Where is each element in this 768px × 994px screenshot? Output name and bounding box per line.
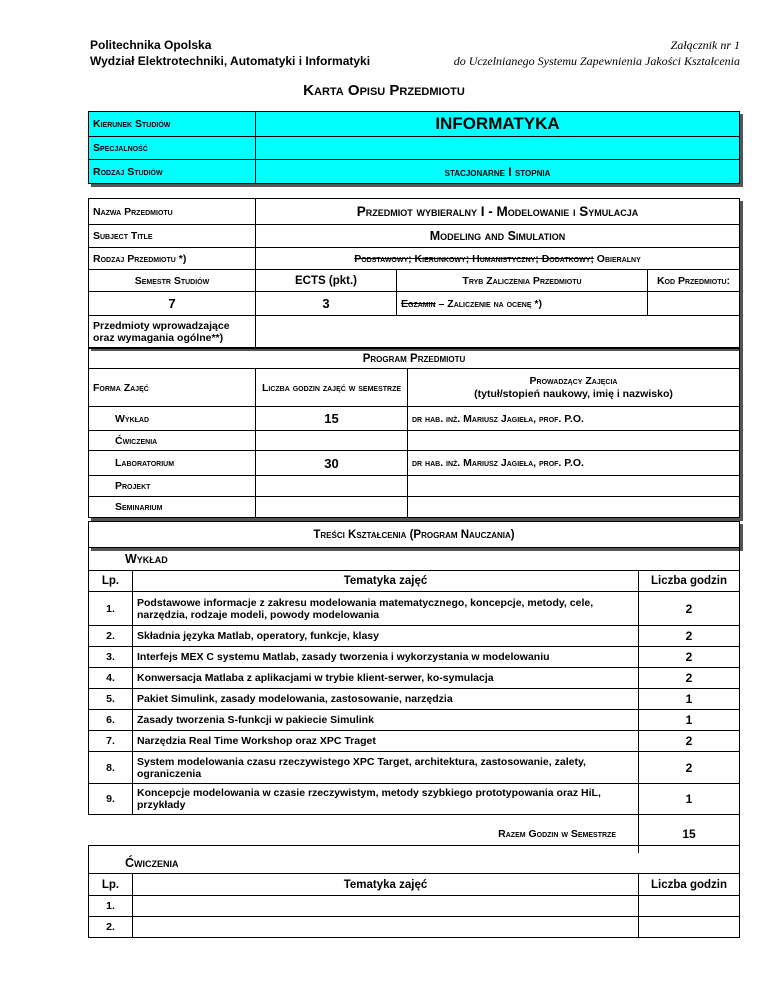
prowadzacy-title: Prowadzący Zajęcia (529, 374, 618, 387)
row-hours: 1 (639, 784, 740, 815)
form-hours: 15 (256, 407, 408, 431)
col-topic: Tematyka zajęć (133, 874, 639, 896)
row-lp: 6. (89, 710, 133, 731)
row-hours: 2 (639, 647, 740, 668)
row-lp: 7. (89, 731, 133, 752)
row-topic: Narzędzia Real Time Workshop oraz XPC Traget (133, 731, 639, 752)
row-lp: 1. (89, 896, 133, 917)
prereq-label: Przedmioty wprowadzające oraz wymagania ogólne**) (89, 316, 256, 348)
exercises-heading-box (88, 845, 740, 874)
form-name: Projekt (89, 476, 256, 497)
rodzaj-przedmiotu-label: Rodzaj Przedmiotu *) (89, 248, 256, 270)
exercises-table (88, 873, 740, 938)
annex-description: do Uczelnianego Systemu Zapewnienia Jakości Kształcenia (453, 54, 740, 68)
program-row (89, 407, 740, 431)
kod-value (647, 292, 739, 316)
kierunek-label: Kierunek Studiów (89, 112, 256, 137)
form-teacher (408, 476, 740, 497)
row-hours: 1 (639, 710, 740, 731)
subject-title-label: Subject Title (89, 225, 256, 248)
row-lp: 3. (89, 647, 133, 668)
form-name: Seminarium (89, 497, 256, 518)
row-lp: 8. (89, 752, 133, 784)
tryb-struck: Egzamin (401, 297, 436, 310)
subject-table (88, 198, 740, 348)
row-lp: 4. (89, 668, 133, 689)
tryb-value (397, 292, 648, 316)
row-hours: 2 (639, 668, 740, 689)
row-hours (639, 896, 740, 917)
table-row (89, 668, 740, 689)
specjalnosc-value (256, 137, 740, 160)
row-lp: 2. (89, 626, 133, 647)
col-lp: Lp. (89, 571, 133, 592)
form-teacher (408, 431, 740, 451)
row-topic (133, 917, 639, 938)
tryb-label: Tryb Zaliczenia Przedmiotu (397, 270, 648, 292)
table-row (89, 784, 740, 815)
form-hours (256, 476, 408, 497)
row-topic: Podstawowe informacje z zakresu modelowania matematycznego, koncepcje, metody, cele, narzędzia, rodzaje modeli, powody modelowania (133, 592, 639, 626)
row-hours: 2 (639, 592, 740, 626)
annex-number: Załącznik nr 1 (670, 38, 740, 52)
form-name: Ćwiczenia (89, 431, 256, 451)
table-row (89, 917, 740, 938)
row-topic: Składnia języka Matlab, operatory, funkcje, klasy (133, 626, 639, 647)
form-teacher (408, 497, 740, 518)
total-value: 15 (639, 815, 740, 853)
total-label: Razem Godzin w Semestrze (89, 815, 639, 853)
row-hours (639, 917, 740, 938)
lecture-heading: Wykład (89, 548, 740, 571)
col-hours: Liczba godzin (639, 571, 740, 592)
prowadzacy-subtitle: (tytuł/stopień naukowy, imię i nazwisko) (474, 387, 673, 400)
form-teacher: dr hab. inż. Mariusz Jagieła, prof. P.O. (408, 451, 740, 476)
col-hours: Liczba godzin (639, 874, 740, 896)
lecture-table (88, 570, 740, 853)
hours-label: Liczba godzin zajęć w semestrze (256, 369, 408, 407)
form-hours (256, 497, 408, 518)
rodzaj-struck: Podstawowy; Kierunkowy; Humanistyczny; Dodatkowy; (354, 252, 594, 265)
header-annex (454, 37, 740, 69)
exercises-heading: Ćwiczenia (89, 846, 740, 874)
row-topic: Konwersacja Matlaba z aplikacjami w trybie klient-serwer, ko-symulacja (133, 668, 639, 689)
row-hours: 2 (639, 752, 740, 784)
row-topic: System modelowania czasu rzeczywistego XPC Target, architektura, zastosowanie, zalety, ograniczenia (133, 752, 639, 784)
prowadzacy-label (408, 369, 740, 407)
row-topic: Interfejs MEX C systemu Matlab, zasady tworzenia i wykorzystania w modelowaniu (133, 647, 639, 668)
faculty-name: Wydział Elektrotechniki, Automatyki i Informatyki (90, 54, 371, 68)
row-topic: Koncepcje modelowania w czasie rzeczywistym, metody szybkiego prototypowania oraz HiL, przykłady (133, 784, 639, 815)
content-title-box (88, 521, 740, 548)
table-row (89, 689, 740, 710)
table-row (89, 752, 740, 784)
kierunek-value: INFORMATYKA (256, 112, 740, 137)
program-row (89, 451, 740, 476)
row-hours: 2 (639, 731, 740, 752)
row-lp: 2. (89, 917, 133, 938)
table-row (89, 647, 740, 668)
rodzaj-przedmiotu-value (256, 248, 740, 270)
row-topic: Pakiet Simulink, zasady modelowania, zastosowanie, narzędzia (133, 689, 639, 710)
row-hours: 2 (639, 626, 740, 647)
subject-title-value: Modeling and Simulation (256, 225, 740, 248)
study-field-table (88, 111, 740, 184)
rodzaj-active: Obieralny (593, 252, 641, 265)
lecture-heading-box (88, 547, 740, 571)
nazwa-value: Przedmiot wybieralny I - Modelowanie i Symulacja (256, 199, 740, 225)
rodzaj-studiow-value: stacjonarne I stopnia (256, 160, 740, 184)
table-row (89, 731, 740, 752)
nazwa-label: Nazwa Przedmiotu (89, 199, 256, 225)
semestr-value: 7 (89, 292, 256, 316)
program-title: Program Przedmiotu (89, 349, 740, 369)
kod-label: Kod Przedmiotu: (647, 270, 739, 292)
row-lp: 5. (89, 689, 133, 710)
prereq-value (256, 316, 740, 348)
table-row (89, 710, 740, 731)
ects-label: ECTS (pkt.) (256, 270, 397, 292)
ects-value: 3 (256, 292, 397, 316)
program-table (88, 348, 740, 518)
semestr-label: Semestr Studiów (89, 270, 256, 292)
form-name: Wykład (89, 407, 256, 431)
header-institution (90, 37, 370, 69)
table-row (89, 626, 740, 647)
form-hours: 30 (256, 451, 408, 476)
row-lp: 9. (89, 784, 133, 815)
col-lp: Lp. (89, 874, 133, 896)
program-row (89, 476, 740, 497)
row-hours: 1 (639, 689, 740, 710)
tryb-active: – Zaliczenie na ocenę *) (435, 297, 542, 310)
program-row (89, 497, 740, 518)
program-row (89, 431, 740, 451)
university-name: Politechnika Opolska (90, 38, 212, 52)
table-row (89, 896, 740, 917)
rodzaj-studiow-label: Rodzaj Studiów (89, 160, 256, 184)
form-hours (256, 431, 408, 451)
table-row (89, 592, 740, 626)
row-topic (133, 896, 639, 917)
forma-label: Forma Zajęć (89, 369, 256, 407)
specjalnosc-label: Specjalność (89, 137, 256, 160)
row-lp: 1. (89, 592, 133, 626)
form-name: Laboratorium (89, 451, 256, 476)
form-teacher: dr hab. inż. Mariusz Jagieła, prof. P.O. (408, 407, 740, 431)
page-title: Karta Opisu Przedmiotu (303, 82, 465, 99)
content-title: Treści Kształcenia (Program Nauczania) (89, 522, 740, 548)
row-topic: Zasady tworzenia S-funkcji w pakiecie Simulink (133, 710, 639, 731)
col-topic: Tematyka zajęć (133, 571, 639, 592)
